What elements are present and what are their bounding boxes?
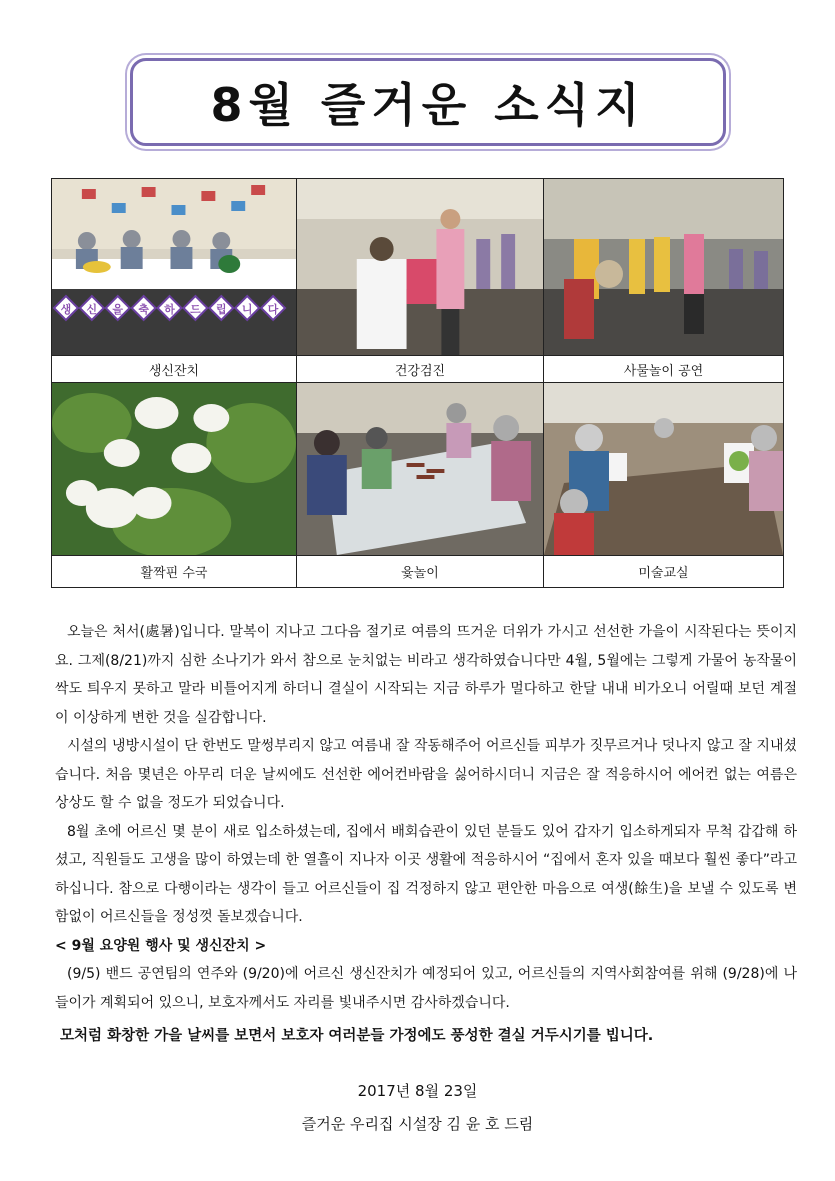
- banner-letter: 립: [216, 302, 227, 317]
- events-subheading: < 9월 요양원 행사 및 생신잔치 >: [55, 937, 267, 954]
- photo-yutnori: [297, 383, 544, 555]
- banner-letter: 니: [241, 302, 253, 317]
- photo-grid: [51, 178, 784, 588]
- caption-yutnori: 윷놀이: [297, 555, 544, 587]
- banner-letter: 다: [267, 302, 279, 317]
- newsletter-body: [55, 618, 797, 1017]
- caption-hydrangea: 활짝핀 수국: [52, 555, 297, 587]
- caption-samulnori: 사물놀이 공연: [544, 355, 783, 383]
- banner-letter: 축: [138, 302, 149, 317]
- paragraph-2: 시설의 냉방시설이 단 한번도 말썽부리지 않고 여름내 잘 작동해주어 어르신들 피부가 짓무르거나 덧나지 않고 잘 지내셨습니다. 처음 몇년은 아무리 더운 날씨에도 선선한 에어컨바람을 싫어하시더니 지금은 잘 적응하시어 에어컨 없는 여름은 상상도 할 수 없을 정도가 되었습니다.: [55, 738, 797, 811]
- photo-samulnori: [544, 179, 783, 355]
- banner-letter: 을: [112, 302, 124, 317]
- caption-birthday-party: 생신잔치: [52, 355, 297, 383]
- photo-art-class: [544, 383, 783, 555]
- banner-letter: 생: [60, 302, 72, 317]
- newsletter-title: 8월 즐거운 소식지: [210, 78, 646, 132]
- caption-health-checkup: 건강검진: [297, 355, 544, 383]
- newsletter-title-box: [130, 58, 726, 146]
- issue-date: 2017년 8월 23일: [357, 1082, 478, 1100]
- signature: 즐거운 우리집 시설장 김 윤 호 드림: [301, 1115, 534, 1133]
- banner-letter: 드: [190, 302, 201, 317]
- photo-hydrangea: [52, 383, 297, 555]
- photo-health-checkup: [297, 179, 544, 355]
- banner-letter: 신: [86, 302, 98, 317]
- paragraph-1: 오늘은 처서(處暑)입니다. 말복이 지나고 그다음 절기로 여름의 뜨거운 더위가 가시고 선선한 가을이 시작된다는 뜻이지요. 그제(8/21)까지 심한 소나기가 와서 참으로 눈치없는 비라고 생각하였습니다만 4월, 5월에는 그렇게 가물어 농작물이 싹도 틔우지 못하고 말라 비틀어지게 하더니 결실이 시작되는 지금 하루가 멀다하고 한달 내내 비가오니 어릴때 보던 계절이 이상하게 변한 것을 실감합니다.: [55, 624, 797, 726]
- paragraph-3: 8월 초에 어르신 몇 분이 새로 입소하셨는데, 집에서 배회습관이 있던 분들도 있어 갑자기 입소하게되자 무척 갑갑해 하셨고, 직원들도 고생을 많이 하였는데 한 열흘이 지나자 이곳 생활에 적응하시어 “집에서 혼자 있을 때보다 훨씬 좋다”라고 하십니다. 참으로 다행이라는 생각이 들고 어르신들이 집 걱정하지 않고 편안한 마음으로 여생(餘生)을 보낼 수 있도록 변함없이 어르신들을 정성껏 돌보겠습니다.: [55, 823, 797, 925]
- closing-remark: 모처럼 화창한 가을 날씨를 보면서 보호자 여러분들 가정에도 풍성한 결실 거두시기를 빕니다.: [60, 1028, 654, 1044]
- banner-letter: 하: [164, 302, 175, 317]
- caption-art-class: 미술교실: [544, 555, 783, 587]
- events-paragraph: (9/5) 밴드 공연팀의 연주와 (9/20)에 어르신 생신잔치가 예정되어 있고, 어르신들의 지역사회참여를 위해 (9/28)에 나들이가 계획되어 있으니, 보호자께서도 자리를 빛내주시면 감사하겠습니다.: [55, 966, 797, 1011]
- photo-birthday-party: [52, 179, 297, 355]
